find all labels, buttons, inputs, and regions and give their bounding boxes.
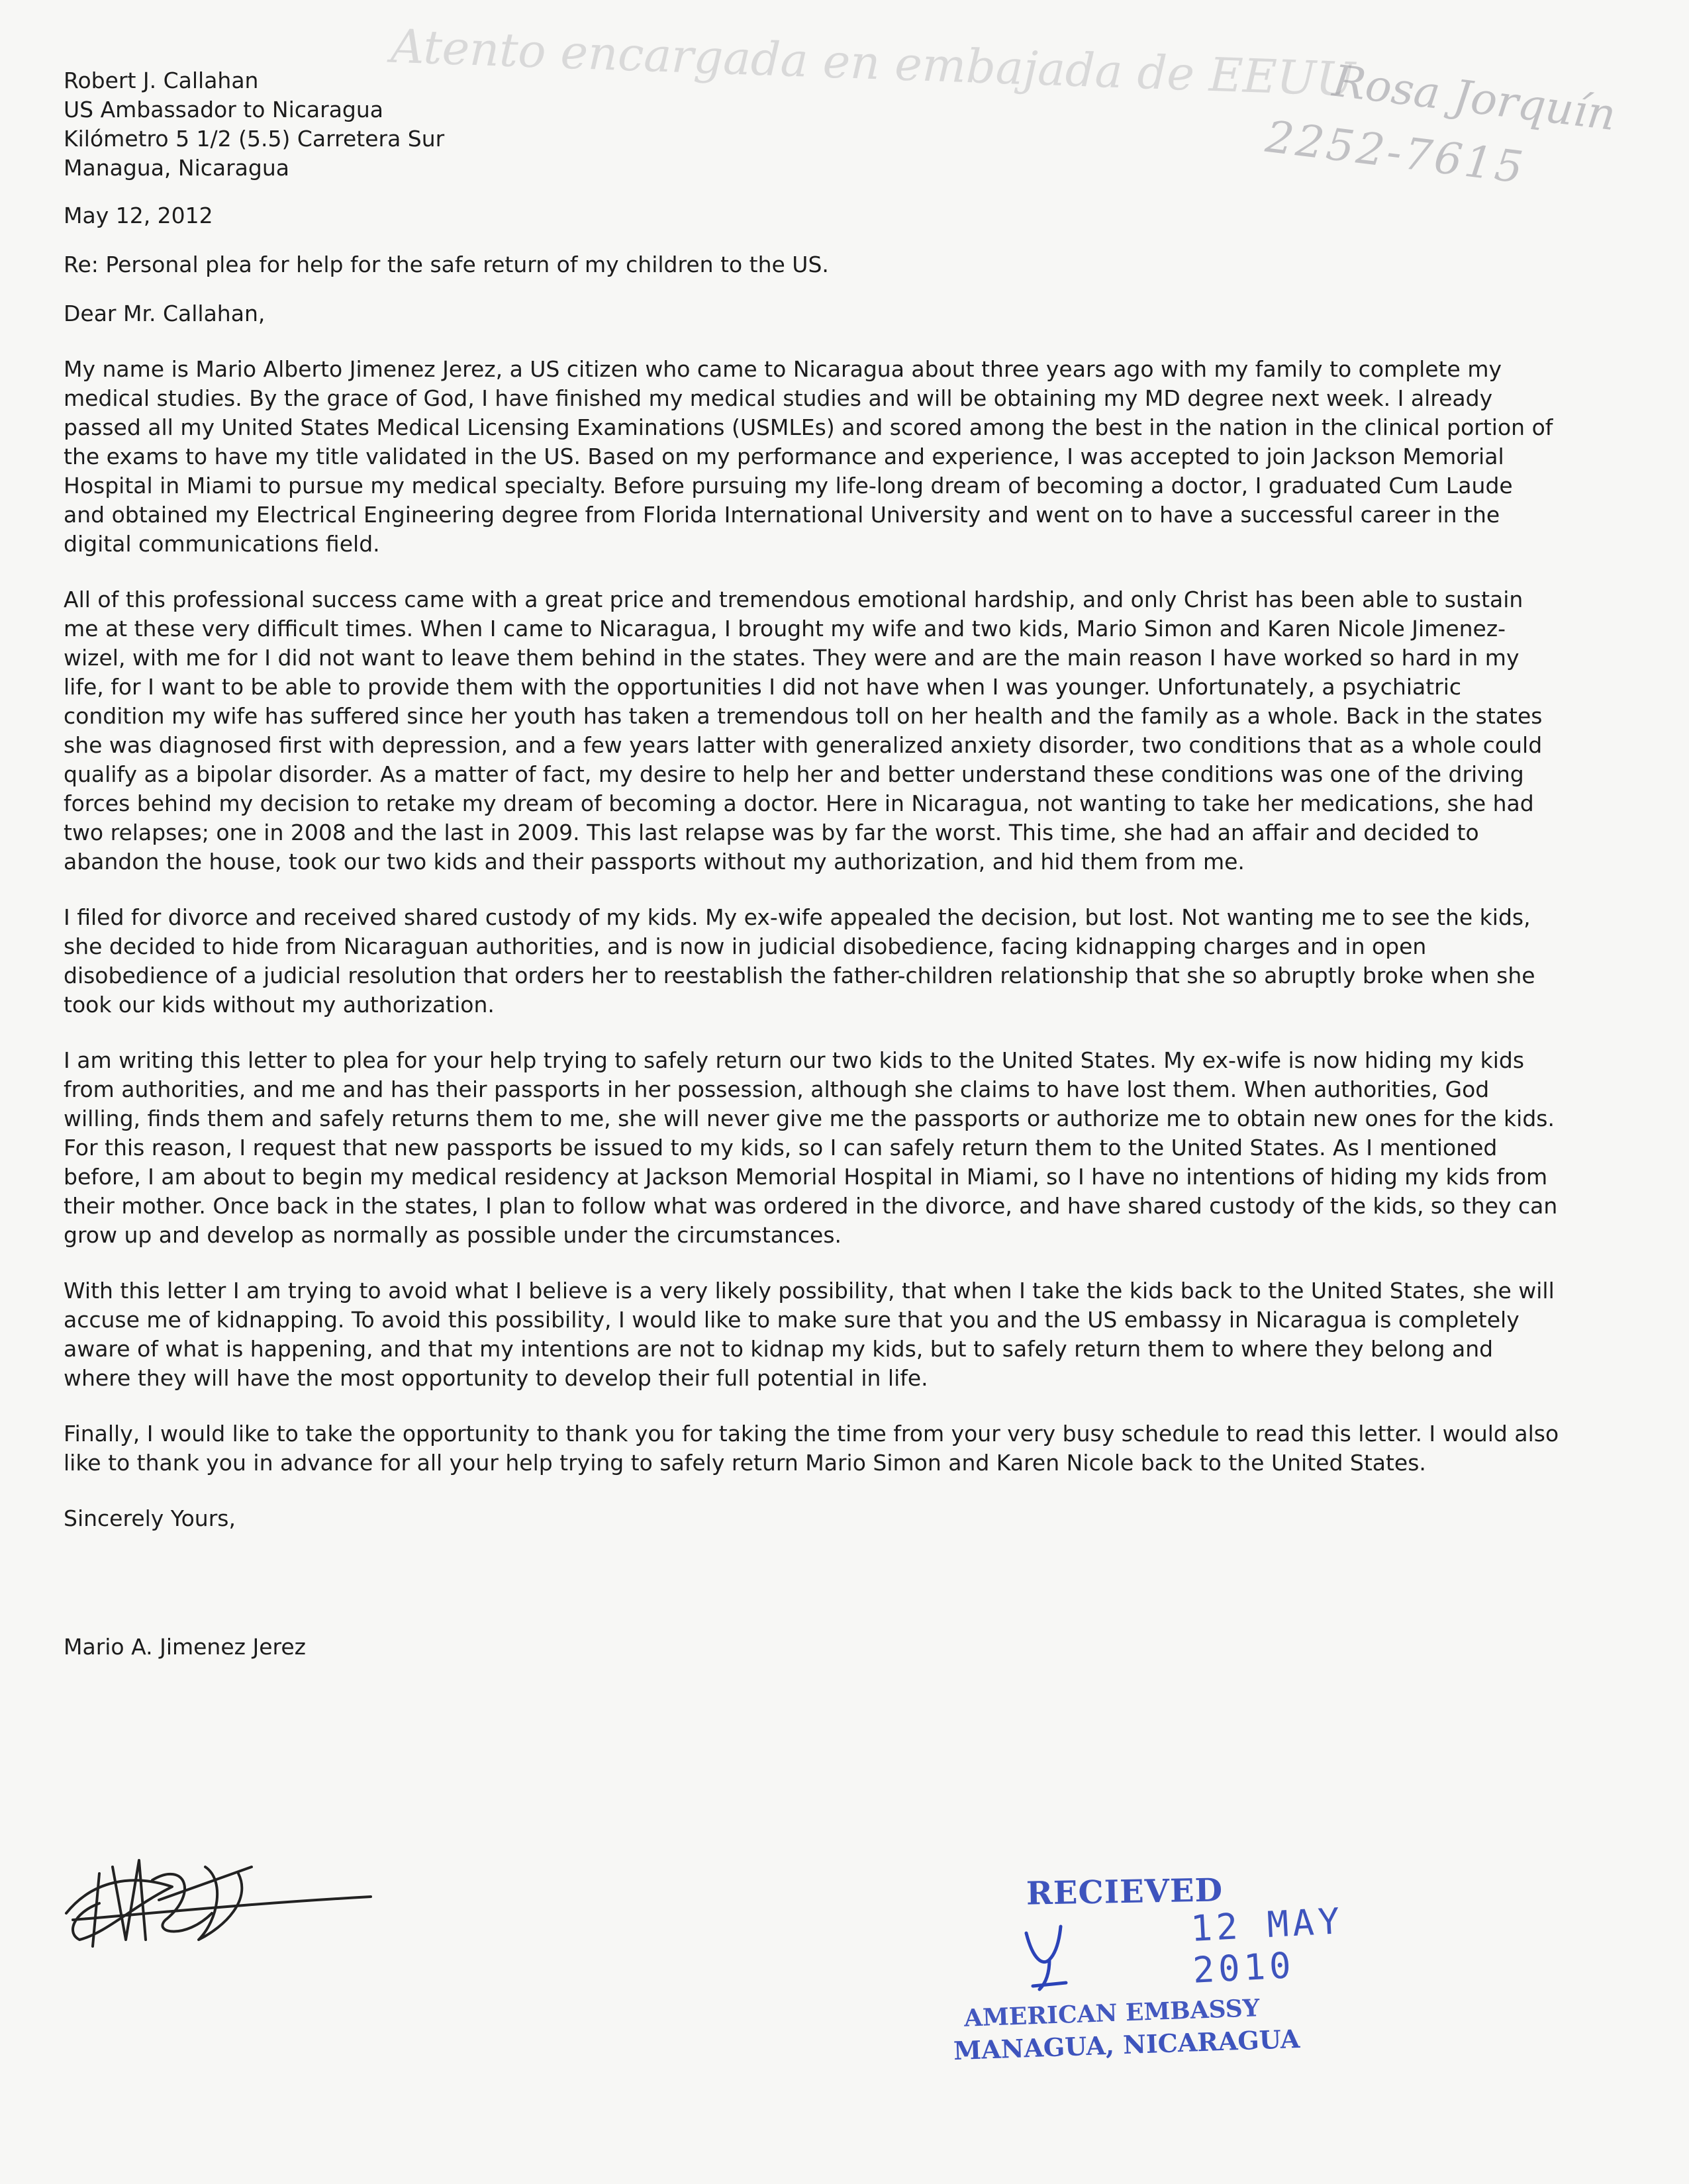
paragraph: My name is Mario Alberto Jimenez Jerez, a US citizen who came to Nicaragua about three years ago with my family to complete my medical studies. By the grace of God, I have finished my medical studies and will be obtaining my MD degree next week. I already passed all my United States Medical Licensing Examinations (USMLEs) and scored among the best in the nation in the clinical portion of the exams to have my title validated in the US. Based on my performance and experience, I was accepted to join Jackson Memorial Hospital in Miami to pursue my medical specialty. Before pursuing my life-long dream of becoming a doctor, I graduated Cum Laude and obtained my Electrical Engineering degree from Florida International University and went on to have a successful career in the digital communications field. [64,356,1553,557]
address-line: Managua, Nicaragua [64,155,289,181]
closing: Sincerely Yours, [64,1505,236,1531]
received-stamp [940,1867,1443,2066]
signature-icon [53,1840,397,1960]
address-line: Kilómetro 5 1/2 (5.5) Carretera Sur [64,126,445,152]
stamp-received-label: RECIEVED [1026,1872,1224,1913]
handwritten-note-line: Rosa Jorquín [1329,55,1619,141]
address-line: Robert J. Callahan [64,68,259,93]
address-line: US Ambassador to Nicaragua [64,97,383,122]
paragraph: I am writing this letter to plea for your help trying to safely return our two kids to the United States. My ex-wife is now hiding my kids from authorities, and me and has their passports in her possession, although she claims to have lost them. When authorities, God willing, finds them and safely returns them to me, she will never give me the passports or authorize me to obtain new ones for the kids. For this reason, I request that new passports be issued to my kids, so I can safely return them to the United States. As I mentioned before, I am about to begin my medical residency at Jackson Memorial Hospital in Miami, so I have no intentions of hiding my kids from their mother. Once back in the states, I plan to follow what was ordered in the divorce, and have shared custody of the kids, so they can grow up and develop as normally as possible under the circumstances. [64,1047,1558,1248]
salutation: Dear Mr. Callahan, [64,301,265,326]
paragraph: Finally, I would like to take the opportunity to thank you for taking the time from your very busy schedule to read this letter. I would also like to thank you in advance for all your help trying to safely return Mario Simon and Karen Nicole back to the United States. [64,1421,1559,1476]
stamp-city-label: MANAGUA, NICARAGUA [953,2023,1300,2066]
signer-name: Mario A. Jimenez Jerez [64,1634,306,1660]
recipient-address [64,66,1560,183]
stamp-date: 12 MAY 2010 [1189,1899,1345,1991]
stamp-embassy-label: AMERICAN EMBASSY [963,1994,1261,2032]
paragraph: All of this professional success came with a great price and tremendous emotional hardship, and only Christ has been able to sustain me at these very difficult times. When I came to Nicaragua, I brought my wife and two kids, Mario Simon and Karen Nicole Jimenez-wizel, with me for I did not want to leave them behind in the states. They were and are the main reason I have worked so hard in my life, for I want to be able to provide them with the opportunities I did not have when I was younger. Unfortunately, a psychiatric condition my wife has suffered since her youth has taken a tremendous toll on her health and the family as a whole. Back in the states she was diagnosed first with depression, and a few years latter with generalized anxiety disorder, two conditions that as a whole could qualify as a bipolar disorder. As a matter of fact, my desire to help her and better understand these conditions was one of the driving forces behind my decision to retake my dream of becoming a doctor. Here in Nicaragua, not wanting to take her medications, she had two relapses; one in 2008 and the last in 2009. This last relapse was by far the worst. This time, she had an affair and decided to abandon the house, took our two kids and their passports without my authorization, and hid them from me. [64,587,1543,875]
letter-date: May 12, 2012 [64,203,213,228]
handwritten-note-line: Atento encargada en embajada de EEUU [390,19,1356,107]
letter-subject: Re: Personal plea for help for the safe return of my children to the US. [64,252,829,277]
letter-body [64,66,1560,1662]
stamp-initials-icon [1020,1920,1079,1993]
paragraph: With this letter I am trying to avoid what I believe is a very likely possibility, that when I take the kids back to the United States, she will accuse me of kidnapping. To avoid this possibility, I would like to make sure that you and the US embassy in Nicaragua is completely aware of what is happening, and that my intentions are not to kidnap my kids, but to safely return them to where they belong and where they will have the most opportunity to develop their full potential in life. [64,1278,1555,1391]
handwritten-note-line: 2252-7615 [1263,111,1529,194]
paragraph: I filed for divorce and received shared custody of my kids. My ex-wife appealed the decision, but lost. Not wanting me to see the kids, she decided to hide from Nicaraguan authorities, and is now in judicial disobedience, facing kidnapping charges and in open disobedience of a judicial resolution that orders her to reestablish the father-children relationship that she so abruptly broke when she took our kids without my authorization. [64,904,1535,1018]
